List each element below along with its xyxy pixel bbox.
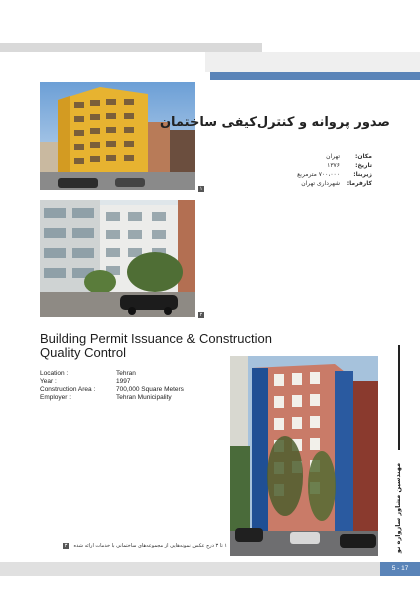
english-key: Construction Area : <box>40 386 96 393</box>
top-grey-bar <box>0 43 262 52</box>
english-row-location <box>40 370 136 377</box>
side-vertical-line <box>398 345 400 450</box>
caption-text: ۱ تا ۳ درج عکس نمونه‌هایی از مجموعه‌های ساختمانی با خدمات ارائه شده <box>73 543 227 549</box>
english-key: Employer : <box>40 394 72 401</box>
photo-caption <box>42 543 227 549</box>
farsi-key: مکان: <box>355 153 372 160</box>
side-company-label: مهندسين مشاور سازواره نو <box>394 462 402 553</box>
farsi-key: تاریخ: <box>355 162 372 169</box>
english-value: Tehran <box>116 370 136 377</box>
english-value: 700,000 Square Meters <box>116 386 184 393</box>
farsi-row-date <box>327 162 372 169</box>
top-blue-bar <box>210 72 420 80</box>
photo-marker-1: ۱ <box>199 186 203 192</box>
farsi-value: ۱۳۷۶ <box>327 162 340 169</box>
farsi-key: کارفرما: <box>346 180 372 187</box>
farsi-title: صدور پروانه و کنترل‌کیفی ساختمان <box>159 115 390 130</box>
english-key: Year : <box>40 378 57 385</box>
farsi-value: ۷۰۰،۰۰۰ مترمربع <box>297 171 340 178</box>
english-row-area <box>40 386 184 393</box>
english-title: Building Permit Issuance & Construction Quality Control <box>40 331 272 360</box>
english-row-employer <box>40 394 172 401</box>
farsi-key: زیربنا: <box>353 171 372 178</box>
top-light-bar <box>205 52 420 72</box>
building-photo-3 <box>230 356 378 556</box>
english-value: 1997 <box>116 378 131 385</box>
farsi-value: شهرداری تهران <box>301 180 340 187</box>
building-photo-2 <box>40 200 195 317</box>
building-photo-1 <box>40 82 195 190</box>
photo-marker-3: ۳ <box>64 543 68 549</box>
english-key: Location : <box>40 370 69 377</box>
farsi-row-area <box>297 171 372 178</box>
page-number: 5 - 17 <box>391 565 409 572</box>
farsi-value: تهران <box>326 153 340 160</box>
side-company-text <box>387 455 409 560</box>
english-value: Tehran Municipality <box>116 394 172 401</box>
bottom-grey-bar <box>0 562 380 576</box>
farsi-row-location <box>326 153 372 160</box>
farsi-row-employer <box>301 180 372 187</box>
english-row-year <box>40 378 130 385</box>
photo-marker-2: ۲ <box>199 312 203 318</box>
